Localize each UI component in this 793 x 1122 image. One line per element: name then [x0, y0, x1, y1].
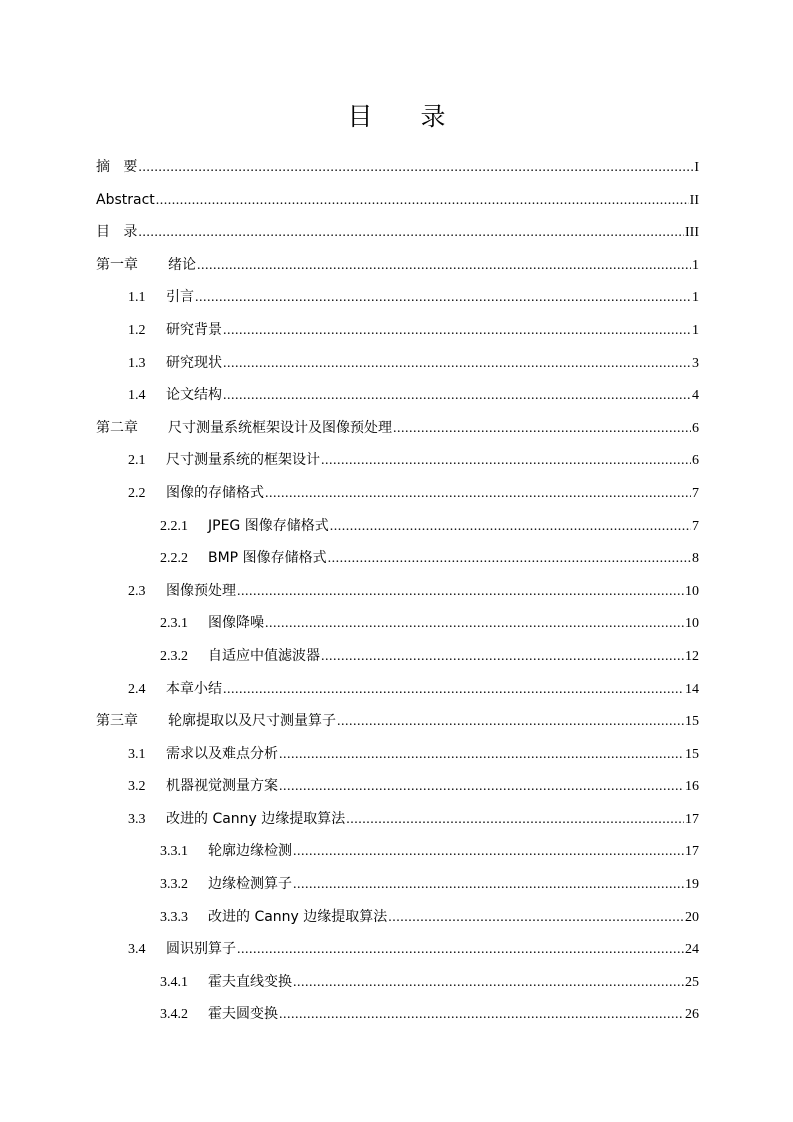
- toc-entry[interactable]: [96, 738, 699, 771]
- toc-entry-number: 3.4.1: [160, 974, 188, 990]
- toc-entry-page: 3: [692, 355, 699, 371]
- toc-entry-number: 1.2: [128, 322, 146, 338]
- toc-dot-leader: [138, 217, 684, 249]
- toc-entry-title: 绪论: [168, 256, 196, 273]
- toc-entry-page: 7: [692, 518, 699, 534]
- toc-entry[interactable]: [96, 835, 699, 868]
- toc-dot-leader: [195, 282, 691, 314]
- toc-entry[interactable]: [96, 575, 699, 608]
- toc-entry-page: 19: [685, 877, 699, 893]
- toc-entry-title: 霍夫直线变换: [208, 973, 292, 990]
- toc-entry-title: 轮廓提取以及尺寸测量算子: [168, 713, 336, 730]
- toc-entry[interactable]: [96, 998, 699, 1031]
- toc-dot-leader: [223, 380, 691, 412]
- toc-entry-number: 第一章: [96, 257, 138, 273]
- toc-entry-title: 改进的 Canny 边缘提取算法: [208, 908, 388, 925]
- toc-entry[interactable]: [96, 510, 699, 543]
- toc-entry[interactable]: [96, 673, 699, 706]
- toc-entry-page: 17: [685, 844, 699, 860]
- toc-entry-title: 研究现状: [166, 354, 222, 371]
- toc-entry-number: 3.3.2: [160, 877, 188, 893]
- toc-entry-page: 24: [685, 942, 699, 958]
- toc-entry[interactable]: [96, 314, 699, 347]
- toc-entry-number: 3.4.2: [160, 1007, 188, 1023]
- toc-entry-title: JPEG 图像存储格式: [208, 517, 329, 534]
- toc-entry[interactable]: [96, 770, 699, 803]
- toc-entry-page: 12: [685, 648, 699, 664]
- toc-entry-page: 15: [685, 714, 699, 730]
- toc-entry-number: 3.4: [128, 942, 146, 958]
- toc-entry[interactable]: [96, 444, 699, 477]
- toc-entry-number: 3.3: [128, 811, 146, 827]
- toc-dot-leader: [388, 902, 684, 934]
- toc-entry-title: 机器视觉测量方案: [166, 778, 278, 795]
- toc-entry-page: 1: [692, 322, 699, 338]
- toc-dot-leader: [393, 413, 691, 445]
- toc-entry-title: 尺寸测量系统的框架设计: [166, 452, 320, 469]
- toc-dot-leader: [279, 771, 684, 803]
- toc-entry-page: 26: [685, 1007, 699, 1023]
- toc-entry[interactable]: [96, 803, 699, 836]
- toc-entry-number: 3.3.3: [160, 909, 188, 925]
- toc-entry-page: 20: [685, 909, 699, 925]
- toc-entry[interactable]: [96, 868, 699, 901]
- toc-entry-page: 6: [692, 453, 699, 469]
- toc-entry-page: 14: [685, 681, 699, 697]
- toc-entry[interactable]: [96, 216, 699, 249]
- toc-entry-title: 引言: [166, 289, 194, 306]
- toc-entry-title: Abstract: [96, 191, 155, 208]
- toc-entry-number: 2.3.2: [160, 648, 188, 664]
- toc-entry-title: 摘 要: [96, 159, 138, 175]
- toc-entry-title: 改进的 Canny 边缘提取算法: [166, 810, 346, 827]
- toc-entry-number: 2.2.1: [160, 518, 188, 534]
- toc-entry-page: 7: [692, 485, 699, 501]
- toc-entry-title: 目 录: [96, 224, 138, 241]
- toc-dot-leader: [156, 185, 689, 217]
- toc-entry-title: 本章小结: [166, 680, 222, 697]
- toc-dot-leader: [223, 674, 684, 706]
- toc-entry-page: I: [694, 160, 699, 175]
- toc-entry-page: 10: [685, 583, 699, 599]
- toc-entry-title: 圆识别算子: [166, 941, 236, 958]
- toc-dot-leader: [237, 934, 684, 966]
- toc-dot-leader: [138, 152, 693, 184]
- toc-entry-title: 轮廓边缘检测: [208, 843, 292, 860]
- toc-entry[interactable]: [96, 184, 699, 217]
- toc-entry-number: 1.3: [128, 355, 146, 371]
- toc-entry-title: 边缘检测算子: [208, 876, 292, 893]
- toc-entry-page: 10: [685, 616, 699, 632]
- toc-entry-title: BMP 图像存储格式: [208, 550, 327, 567]
- toc-entry[interactable]: [96, 901, 699, 934]
- toc-entry-title: 图像预处理: [166, 582, 236, 599]
- toc-entry-title: 尺寸测量系统框架设计及图像预处理: [168, 419, 392, 436]
- toc-dot-leader: [279, 999, 684, 1031]
- toc-entry[interactable]: [96, 607, 699, 640]
- toc-entry-page: 1: [692, 257, 699, 273]
- toc-entry-page: 1: [692, 290, 699, 306]
- toc-entry-number: 3.2: [128, 779, 146, 795]
- toc-dot-leader: [293, 869, 684, 901]
- toc-entry-page: III: [685, 225, 699, 241]
- toc-dot-leader: [321, 641, 684, 673]
- toc-dot-leader: [265, 478, 691, 510]
- toc-entry-number: 1.4: [128, 388, 146, 404]
- toc-entry-number: 2.3: [128, 583, 146, 599]
- toc-entry-number: 第三章: [96, 714, 138, 730]
- toc-entry-title: 研究背景: [166, 321, 222, 338]
- toc-entry-page: 16: [685, 779, 699, 795]
- toc-entry-title: 论文结构: [166, 387, 222, 404]
- toc-entry[interactable]: [96, 966, 699, 999]
- toc-dot-leader: [328, 543, 691, 575]
- toc-entry[interactable]: [96, 640, 699, 673]
- toc-entry[interactable]: [96, 281, 699, 314]
- toc-entry-number: 2.2: [128, 485, 146, 501]
- toc-dot-leader: [330, 511, 691, 543]
- page-title: 目 录: [347, 102, 466, 131]
- toc-entry-page: 25: [685, 974, 699, 990]
- toc-entry-number: 3.1: [128, 746, 146, 762]
- toc-entry-number: 2.1: [128, 453, 146, 469]
- toc-entry-number: 3.3.1: [160, 844, 188, 860]
- toc-entry-number: 1.1: [128, 290, 146, 306]
- toc-entry[interactable]: [96, 379, 699, 412]
- toc-entry[interactable]: [96, 705, 699, 738]
- toc-entry-page: 15: [685, 746, 699, 762]
- toc-entry-title: 自适应中值滤波器: [208, 647, 320, 664]
- toc-dot-leader: [293, 836, 684, 868]
- toc-entry[interactable]: [96, 249, 699, 282]
- toc-entry[interactable]: [96, 347, 699, 380]
- toc-dot-leader: [321, 445, 691, 477]
- toc-dot-leader: [337, 706, 684, 738]
- toc-entry[interactable]: [96, 933, 699, 966]
- toc-entry[interactable]: [96, 477, 699, 510]
- toc-entry-page: 6: [692, 420, 699, 436]
- toc-entry-number: 2.2.2: [160, 551, 188, 567]
- toc-entry-number: 2.4: [128, 681, 146, 697]
- table-of-contents: [96, 151, 699, 1031]
- toc-entry-number: 2.3.1: [160, 616, 188, 632]
- toc-entry-page: II: [689, 192, 699, 208]
- toc-entry[interactable]: [96, 412, 699, 445]
- toc-entry-title: 图像降噪: [208, 615, 264, 632]
- toc-dot-leader: [223, 315, 691, 347]
- toc-entry-page: 4: [692, 388, 699, 404]
- toc-dot-leader: [346, 804, 684, 836]
- toc-dot-leader: [197, 250, 691, 282]
- toc-entry-page: 8: [692, 551, 699, 567]
- toc-entry-title: 图像的存储格式: [166, 484, 264, 501]
- toc-dot-leader: [237, 576, 684, 608]
- toc-dot-leader: [293, 967, 684, 999]
- toc-entry-title: 需求以及难点分析: [166, 745, 278, 762]
- toc-entry-page: 17: [685, 811, 699, 827]
- toc-entry[interactable]: [96, 542, 699, 575]
- toc-entry-number: 第二章: [96, 420, 138, 436]
- toc-dot-leader: [279, 739, 684, 771]
- toc-dot-leader: [223, 348, 691, 380]
- toc-entry-title: 霍夫圆变换: [208, 1006, 278, 1023]
- toc-entry[interactable]: [96, 151, 699, 184]
- toc-dot-leader: [265, 608, 684, 640]
